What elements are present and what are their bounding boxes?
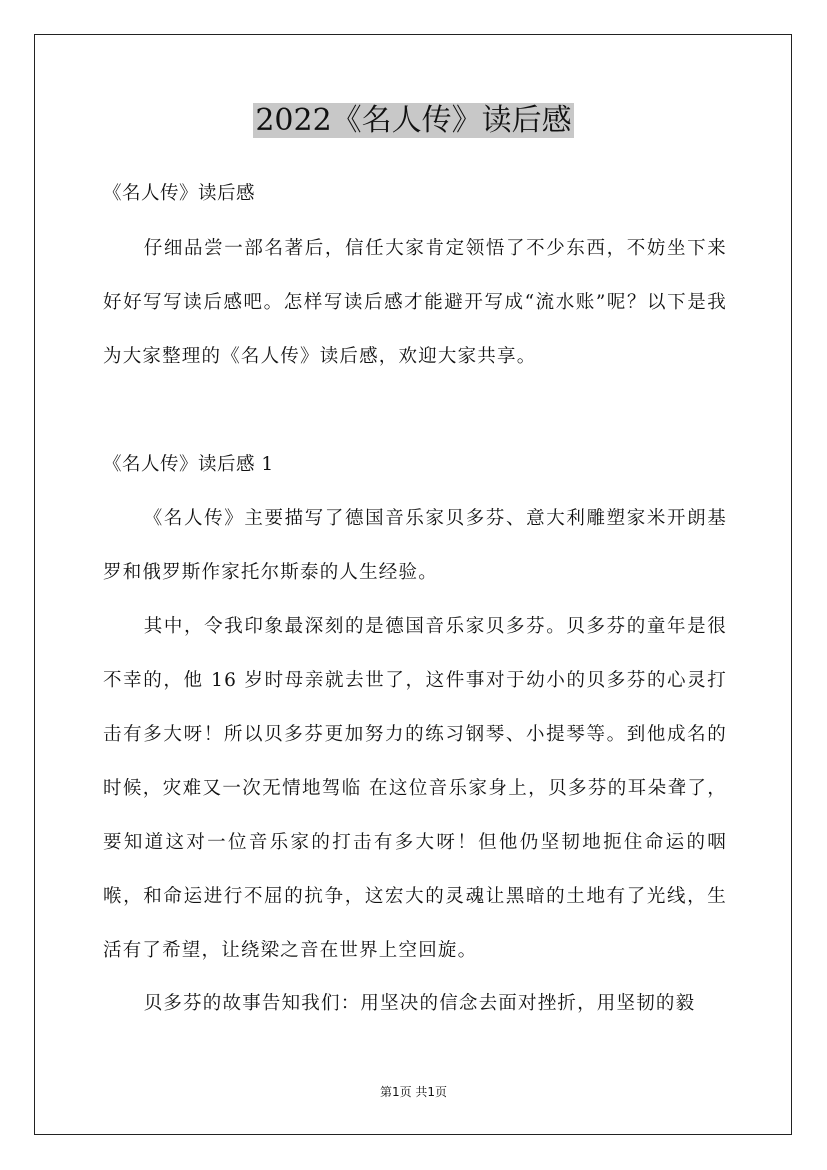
intro-paragraph: 仔细品尝一部名著后，信任大家肯定领悟了不少东西，不妨坐下来好好写写读后感吧。怎样写读后感才能避开写成“流水账”呢？以下是我为大家整理的《名人传》读后感，欢迎大家共享。 — [103, 238, 727, 367]
document-title — [0, 101, 827, 141]
document-title-text: 2022《名人传》读后感 — [255, 103, 572, 138]
section-paragraph-3: 贝多芬的故事告知我们：用坚决的信念去面对挫折，用坚韧的毅 — [143, 993, 696, 1014]
intro-heading: 《名人传》读后感 — [103, 183, 256, 204]
page-footer: 第1页 共1页 — [379, 1085, 448, 1099]
section-paragraph-1: 《名人传》主要描写了德国音乐家贝多芬、意大利雕塑家米开朗基罗和俄罗斯作家托尔斯泰的人生经验。 — [103, 508, 727, 583]
section-heading: 《名人传》读后感 1 — [103, 454, 274, 475]
section-paragraph-2: 其中，令我印象最深刻的是德国音乐家贝多芬。贝多芬的童年是很不幸的，他 16 岁时母亲就去世了，这件事对于幼小的贝多芬的心灵打击有多大呀！所以贝多芬更加努力的练习钢琴、小提琴等。到他成名的时候，灾难又一次无情地驾临 在这位音乐家身上，贝多芬的耳朵聋了，要知道这对一位音乐家的打击有多大呀！但他仍坚韧地扼住命运的咽喉，和命运进行不屈的抗争，这宏大的灵魂让黑暗的土地有了光线，生活有了希望，让绕梁之音在世界上空回旋。 — [103, 616, 727, 961]
